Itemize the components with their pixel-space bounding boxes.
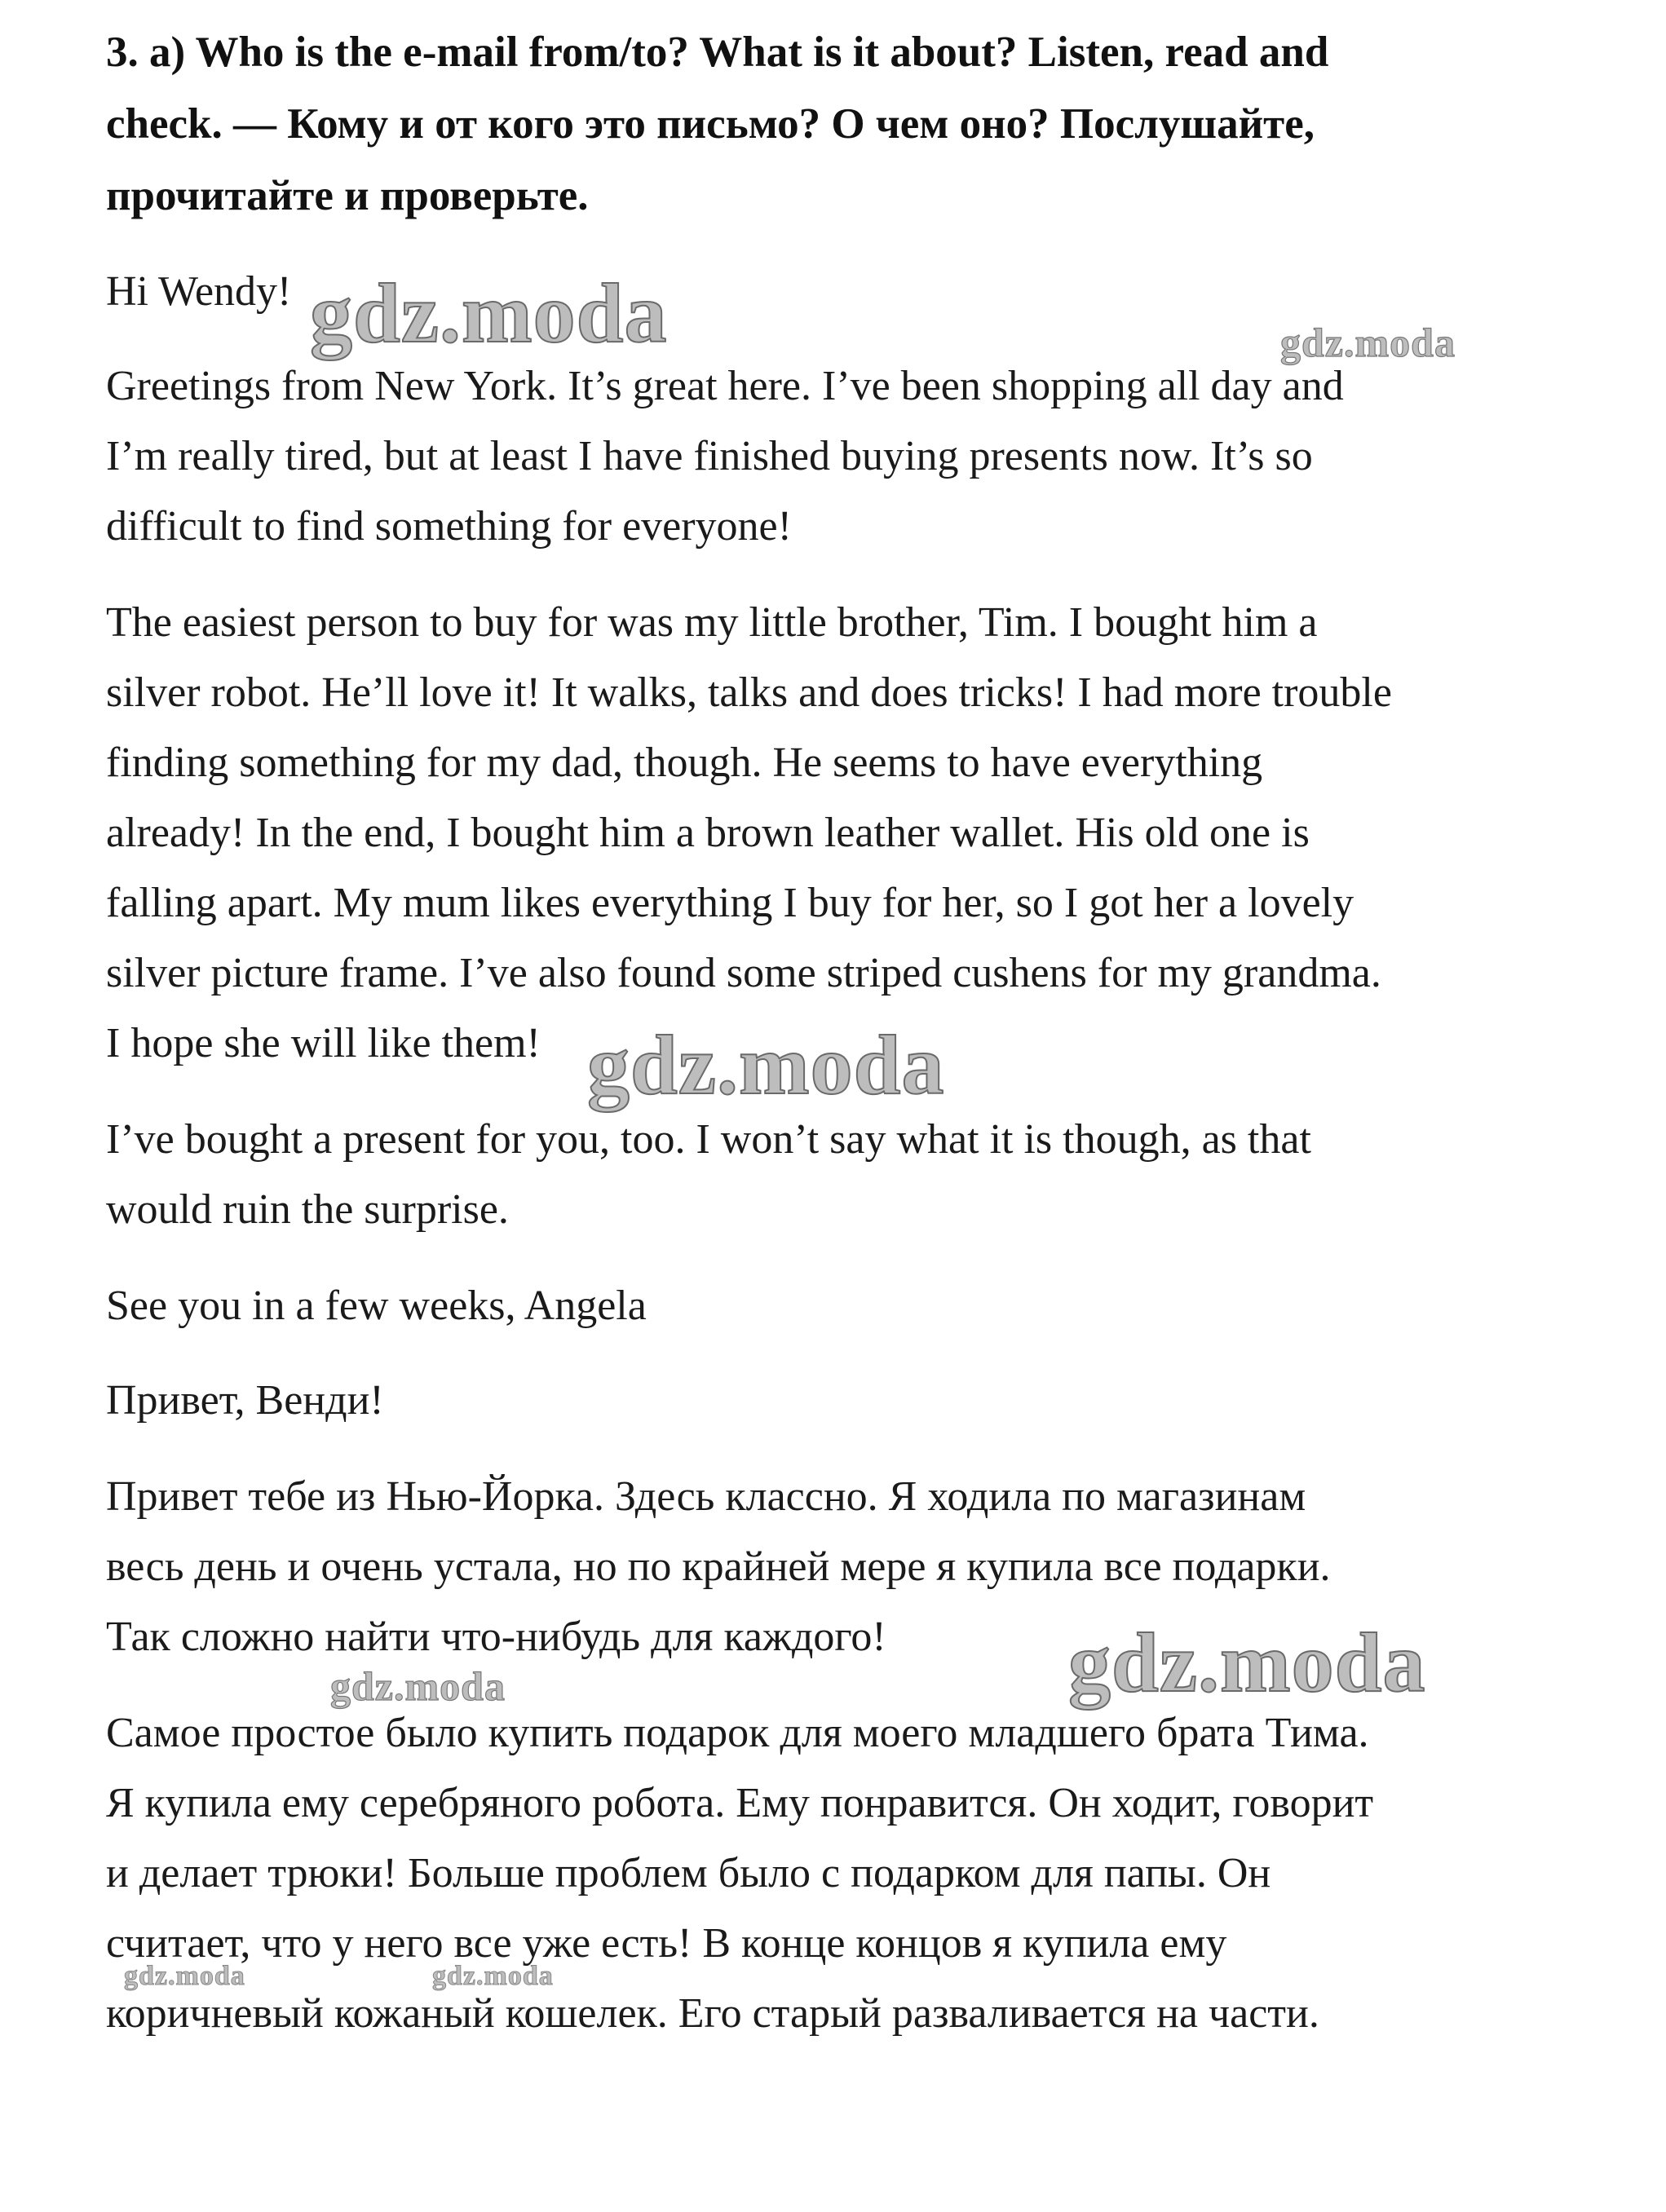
english-greeting: Hi Wendy! <box>106 268 292 315</box>
watermark: gdz.moda <box>1280 320 1456 365</box>
exercise-heading-line-1: 3. a) Who is the e-mail from/to? What is it about? Listen, read and <box>106 29 1329 76</box>
russian-p2-line-3: и делает трюки! Больше проблем было с подарком для папы. Он <box>106 1850 1271 1896</box>
english-p1-line-3: difficult to find something for everyone! <box>106 503 792 550</box>
watermark: gdz.moda <box>1068 1616 1426 1710</box>
english-p2-line-3: finding something for my dad, though. He seems to have everything <box>106 740 1263 786</box>
english-p3-line-2: would ruin the surprise. <box>106 1186 509 1233</box>
exercise-heading-line-3: прочитайте и проверьте. <box>106 172 589 219</box>
russian-p2-line-4: считает, что у него все уже есть! В конце концов я купила ему <box>106 1920 1227 1967</box>
english-p2-line-2: silver robot. He’ll love it! It walks, talks and does tricks! I had more trouble <box>106 669 1392 716</box>
english-p2-line-6: silver picture frame. I’ve also found some striped cushens for my grandma. <box>106 950 1381 996</box>
russian-p1-line-1: Привет тебе из Нью-Йорка. Здесь классно. Я ходила по магазинам <box>106 1473 1306 1520</box>
russian-p2-line-5: коричневый кожаный кошелек. Его старый разваливается на части. <box>106 1990 1319 2037</box>
watermark: gdz.moda <box>310 267 668 360</box>
watermark: gdz.moda <box>124 1961 245 1991</box>
english-p1-line-2: I’m really tired, but at least I have finished buying presents now. It’s so <box>106 433 1313 479</box>
russian-p1-line-3: Так сложно найти что-нибудь для каждого! <box>106 1614 886 1660</box>
exercise-heading-line-2: check. — Кому и от кого это письмо? О чем оно? Послушайте, <box>106 100 1315 148</box>
english-p3-line-1: I’ve bought a present for you, too. I won’t say what it is though, as that <box>106 1116 1311 1163</box>
russian-p2-line-1: Самое простое было купить подарок для моего младшего брата Тима. <box>106 1710 1369 1756</box>
english-p2-line-1: The easiest person to buy for was my little brother, Tim. I bought him a <box>106 599 1318 646</box>
watermark: gdz.moda <box>587 1018 945 1112</box>
english-p1-line-1: Greetings from New York. It’s great here. I’ve been shopping all day and <box>106 363 1344 409</box>
watermark: gdz.moda <box>330 1663 506 1709</box>
watermark: gdz.moda <box>432 1961 554 1991</box>
english-p2-line-7: I hope she will like them! <box>106 1020 541 1066</box>
russian-greeting: Привет, Венди! <box>106 1377 384 1424</box>
english-p2-line-4: already! In the end, I bought him a brown leather wallet. His old one is <box>106 810 1310 856</box>
russian-p2-line-2: Я купила ему серебряного робота. Ему понравится. Он ходит, говорит <box>106 1780 1374 1826</box>
english-p2-line-5: falling apart. My mum likes everything I buy for her, so I got her a lovely <box>106 880 1354 926</box>
english-closing: See you in a few weeks, Angela <box>106 1283 647 1329</box>
russian-p1-line-2: весь день и очень устала, но по крайней мере я купила все подарки. <box>106 1543 1331 1590</box>
